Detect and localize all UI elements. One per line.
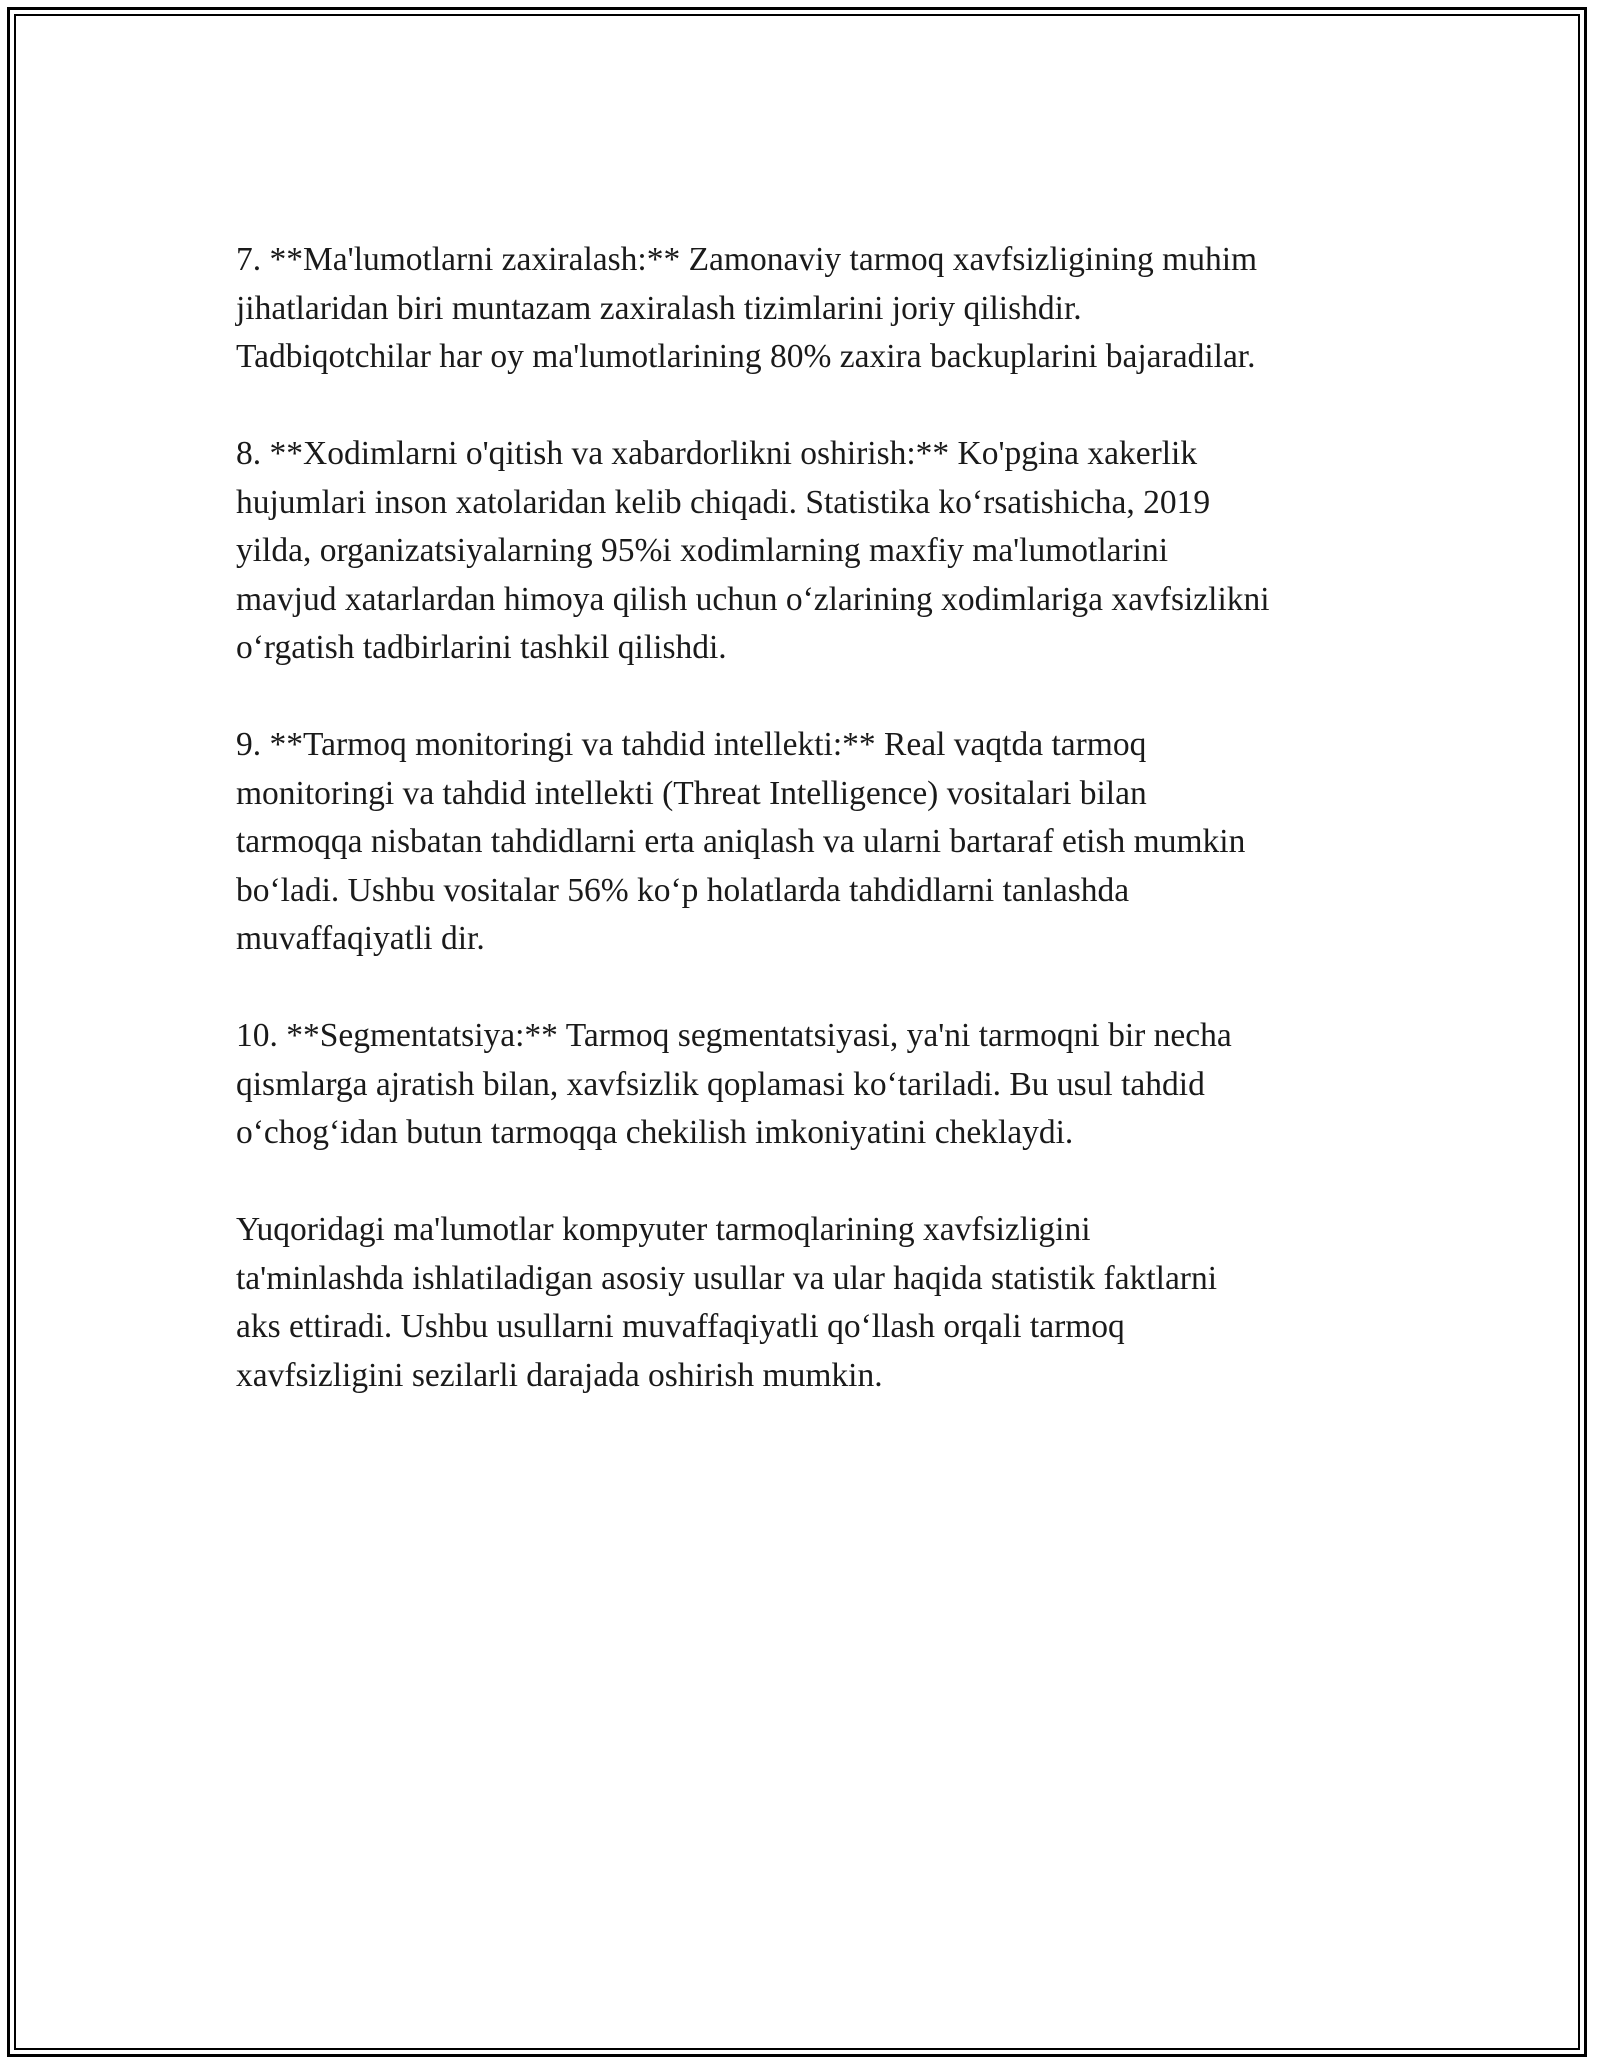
paragraph-data-backup: 7. **Ma'lumotlarni zaxiralash:** Zamonaviy tarmoq xavfsizligining muhim jihatlaridan biri muntazam zaxiralash tizimlarini joriy qilishdir. Tadbiqotchilar har oy ma'lumotlarining 80% zaxira backuplarini bajaradilar. xyxy=(236,241,1258,375)
paragraph-network-monitoring: 9. **Tarmoq monitoringi va tahdid intellekti:** Real vaqtda tarmoq monitoringi va tahdid intellekti (Threat Intelligence) vositalari bilan tarmoqqa nisbatan tahdidlarni erta aniqlash va ularni bartaraf etish mumkin boʻladi. Ushbu vositalar 56% koʻp holatlarda tahdidlarni tanlashda muvaffaqiyatli dir. xyxy=(236,726,1246,957)
paragraph-staff-training: 8. **Xodimlarni o'qitish va xabardorlikni oshirish:** Ko'pgina xakerlik hujumlari inson xatolaridan kelib chiqadi. Statistika koʻrsatishicha, 2019 yilda, organizatsiyalarning 95%i xodimlarning maxfiy ma'lumotlarini mavjud xatarlardan himoya qilish uchun oʻzlarining xodimlariga xavfsizlikni oʻrgatish tadbirlarini tashkil qilishdi. xyxy=(236,435,1270,666)
paragraph-segmentation: 10. **Segmentatsiya:** Tarmoq segmentatsiyasi, ya'ni tarmoqni bir necha qismlarga ajratish bilan, xavfsizlik qoplamasi koʻtariladi. Bu usul tahdid oʻchogʻidan butun tarmoqqa chekilish imkoniyatini cheklaydi. xyxy=(236,1017,1232,1151)
document-body xyxy=(236,236,1396,1449)
paragraph-conclusion: Yuqoridagi ma'lumotlar kompyuter tarmoqlarining xavfsizligini ta'minlashda ishlatiladigan asosiy usullar va ular haqida statistik faktlarni aks ettiradi. Ushbu usullarni muvaffaqiyatli qoʻllash orqali tarmoq xavfsizligini sezilarli darajada oshirish mumkin. xyxy=(236,1211,1218,1394)
